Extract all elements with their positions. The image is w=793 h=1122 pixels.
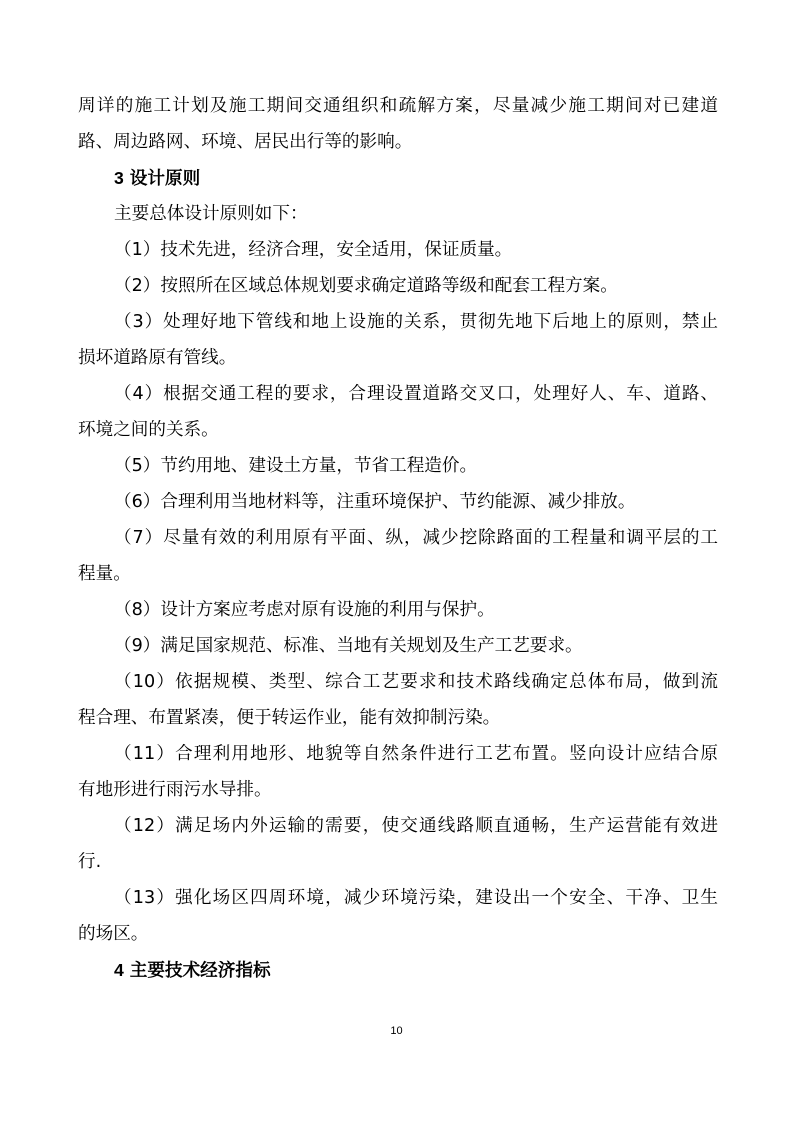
- principle-continuation-line: 的场区。: [78, 924, 149, 944]
- principle-continuation-line: 行.: [78, 852, 102, 872]
- principle-continuation-line: 程合理、布置紧凑，便于转运作业，能有效抑制污染。: [78, 708, 501, 728]
- principle-item: [78, 592, 718, 628]
- principle-continuation-line: 损坏道路原有管线。: [78, 348, 237, 368]
- principle-line: （6）合理利用当地材料等，注重环境保护、节约能源、减少排放。: [114, 492, 636, 512]
- section-3-lead: 主要总体设计原则如下：: [114, 204, 308, 224]
- principle-item: [78, 520, 718, 592]
- principle-line: （3）处理好地下管线和地上设施的关系，贯彻先地下后地上的原则，禁止: [114, 312, 718, 332]
- principle-line: （1）技术先进，经济合理，安全适用，保证质量。: [114, 240, 513, 260]
- section-3-heading: [78, 160, 718, 196]
- principles-list: [78, 232, 718, 952]
- principle-line: （13）强化场区四周环境，减少环境污染，建设出一个安全、干净、卫生: [114, 888, 718, 908]
- principle-item: [78, 664, 718, 736]
- page-body: [78, 88, 718, 988]
- principle-item: [78, 232, 718, 268]
- section-3-number: 3: [114, 168, 124, 188]
- intro-line-1: 周详的施工计划及施工期间交通组织和疏解方案，尽量减少施工期间对已建道: [78, 96, 718, 116]
- principle-continuation-line: 有地形进行雨污水导排。: [78, 780, 272, 800]
- page-number: 10: [390, 1025, 403, 1037]
- section-3-title: 设计原则: [129, 169, 201, 189]
- principle-item: [78, 628, 718, 664]
- principle-continuation-line: 环境之间的关系。: [78, 420, 219, 440]
- principle-continuation-line: 程量。: [78, 564, 131, 584]
- section-4-heading: [78, 952, 718, 988]
- principle-line: （12）满足场内外运输的需要，使交通线路顺直通畅，生产运营能有效进: [114, 816, 718, 836]
- principle-line: （10）依据规模、类型、综合工艺要求和技术路线确定总体布局，做到流: [114, 672, 718, 692]
- principle-line: （9）满足国家规范、标准、当地有关规划及生产工艺要求。: [114, 636, 583, 656]
- principle-line: （7）尽量有效的利用原有平面、纵，减少挖除路面的工程量和调平层的工: [114, 528, 718, 548]
- intro-line-2: 路、周边路网、环境、居民出行等的影响。: [78, 132, 413, 152]
- principle-line: （8）设计方案应考虑对原有设施的利用与保护。: [114, 600, 495, 620]
- principle-line: （2）按照所在区域总体规划要求确定道路等级和配套工程方案。: [114, 276, 618, 296]
- principle-item: [78, 736, 718, 808]
- section-4-title: 主要技术经济指标: [129, 961, 271, 981]
- principle-item: [78, 808, 718, 880]
- principle-item: [78, 304, 718, 376]
- principle-line: （4）根据交通工程的要求，合理设置道路交叉口，处理好人、车、道路、: [114, 384, 718, 404]
- section-4-number: 4: [114, 960, 124, 980]
- principle-item: [78, 880, 718, 952]
- principle-item: [78, 268, 718, 304]
- principle-item: [78, 448, 718, 484]
- principle-line: （5）节约用地、建设土方量，节省工程造价。: [114, 456, 478, 476]
- principle-item: [78, 376, 718, 448]
- principle-line: （11）合理利用地形、地貌等自然条件进行工艺布置。竖向设计应结合原: [114, 744, 718, 764]
- principle-item: [78, 484, 718, 520]
